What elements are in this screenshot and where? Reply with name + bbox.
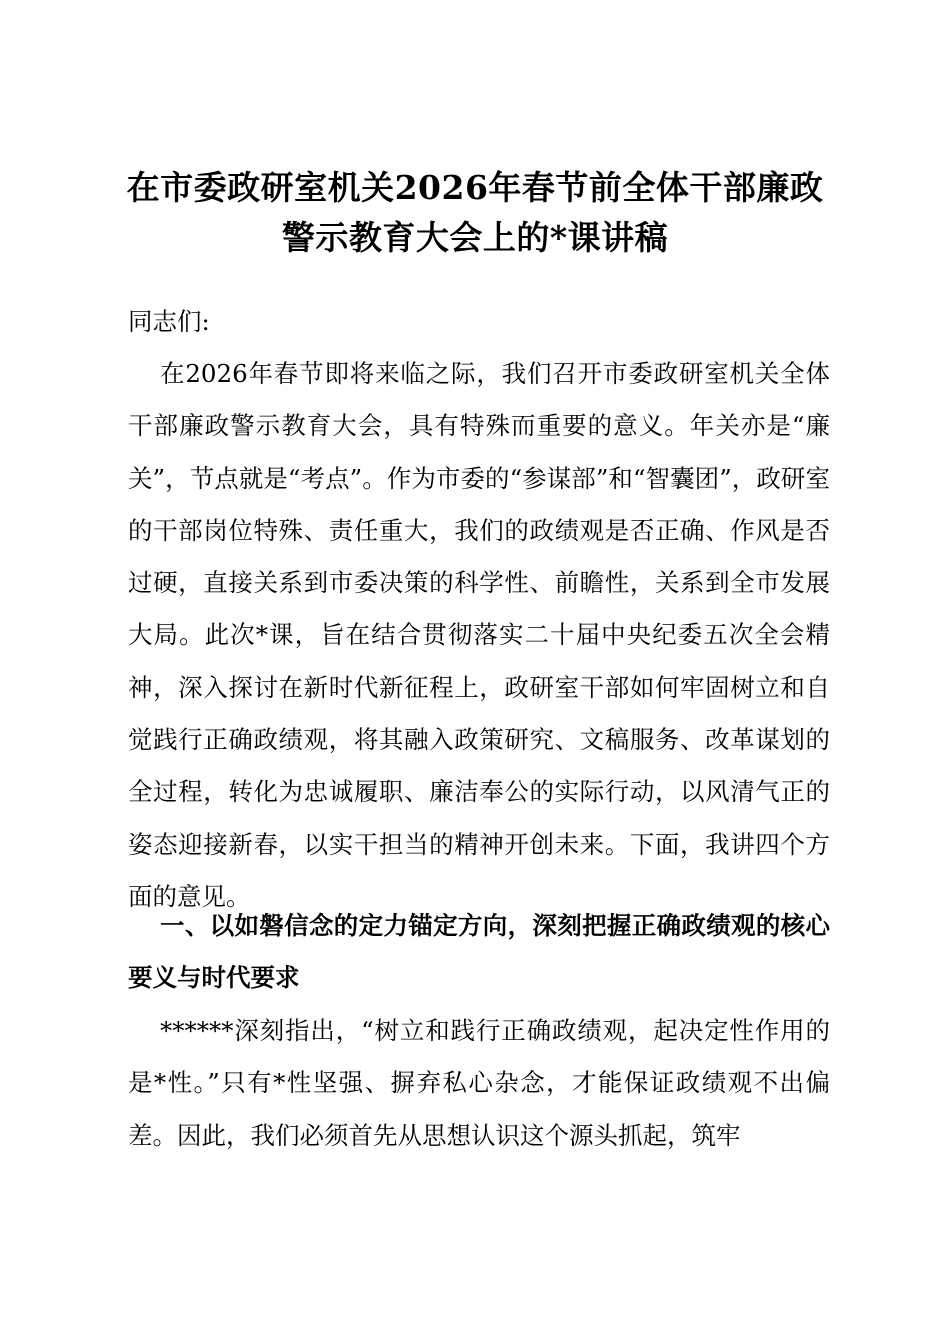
salutation: 同志们: — [128, 307, 210, 336]
document-title: 在市委政研室机关2026年春节前全体干部廉政警示教育大会上的*课讲稿 — [126, 168, 824, 257]
intro-paragraph: 在2026年春节即将来临之际，我们召开市委政研室机关全体干部廉政警示教育大会，具有特殊而重要的意义。年关亦是“廉关”，节点就是“考点”。作为市委的“参谋部”和“智囊团”，政研室的干部岗位特殊、责任重大，我们的政绩观是否正确、作风是否过硬，直接关系到市委决策的科学性、前瞻性，关系到全市发展大局。此次*课，旨在结合贯彻落实二十届中央纪委五次全会精神，深入探讨在新时代新征程上，政研室干部如何牢固树立和自觉践行正确政绩观，将其融入政策研究、文稿服务、改革谋划的全过程，转化为忠诚履职、廉洁奉公的实际行动，以风清气正的姿态迎接新春，以实干担当的精神开创未来。下面，我讲四个方面的意见。 — [128, 359, 830, 911]
section-heading-1: 一、以如磐信念的定力锚定方向，深刻把握正确政绩观的核心要义与时代要求 — [128, 911, 830, 993]
section-1-paragraph: ******深刻指出，“树立和践行正确政绩观，起决定性作用的是*性。”只有*性坚强、摒弃私心杂念，才能保证政绩观不出偏差。因此，我们必须首先从思想认识这个源头抓起，筑牢 — [128, 1016, 830, 1150]
